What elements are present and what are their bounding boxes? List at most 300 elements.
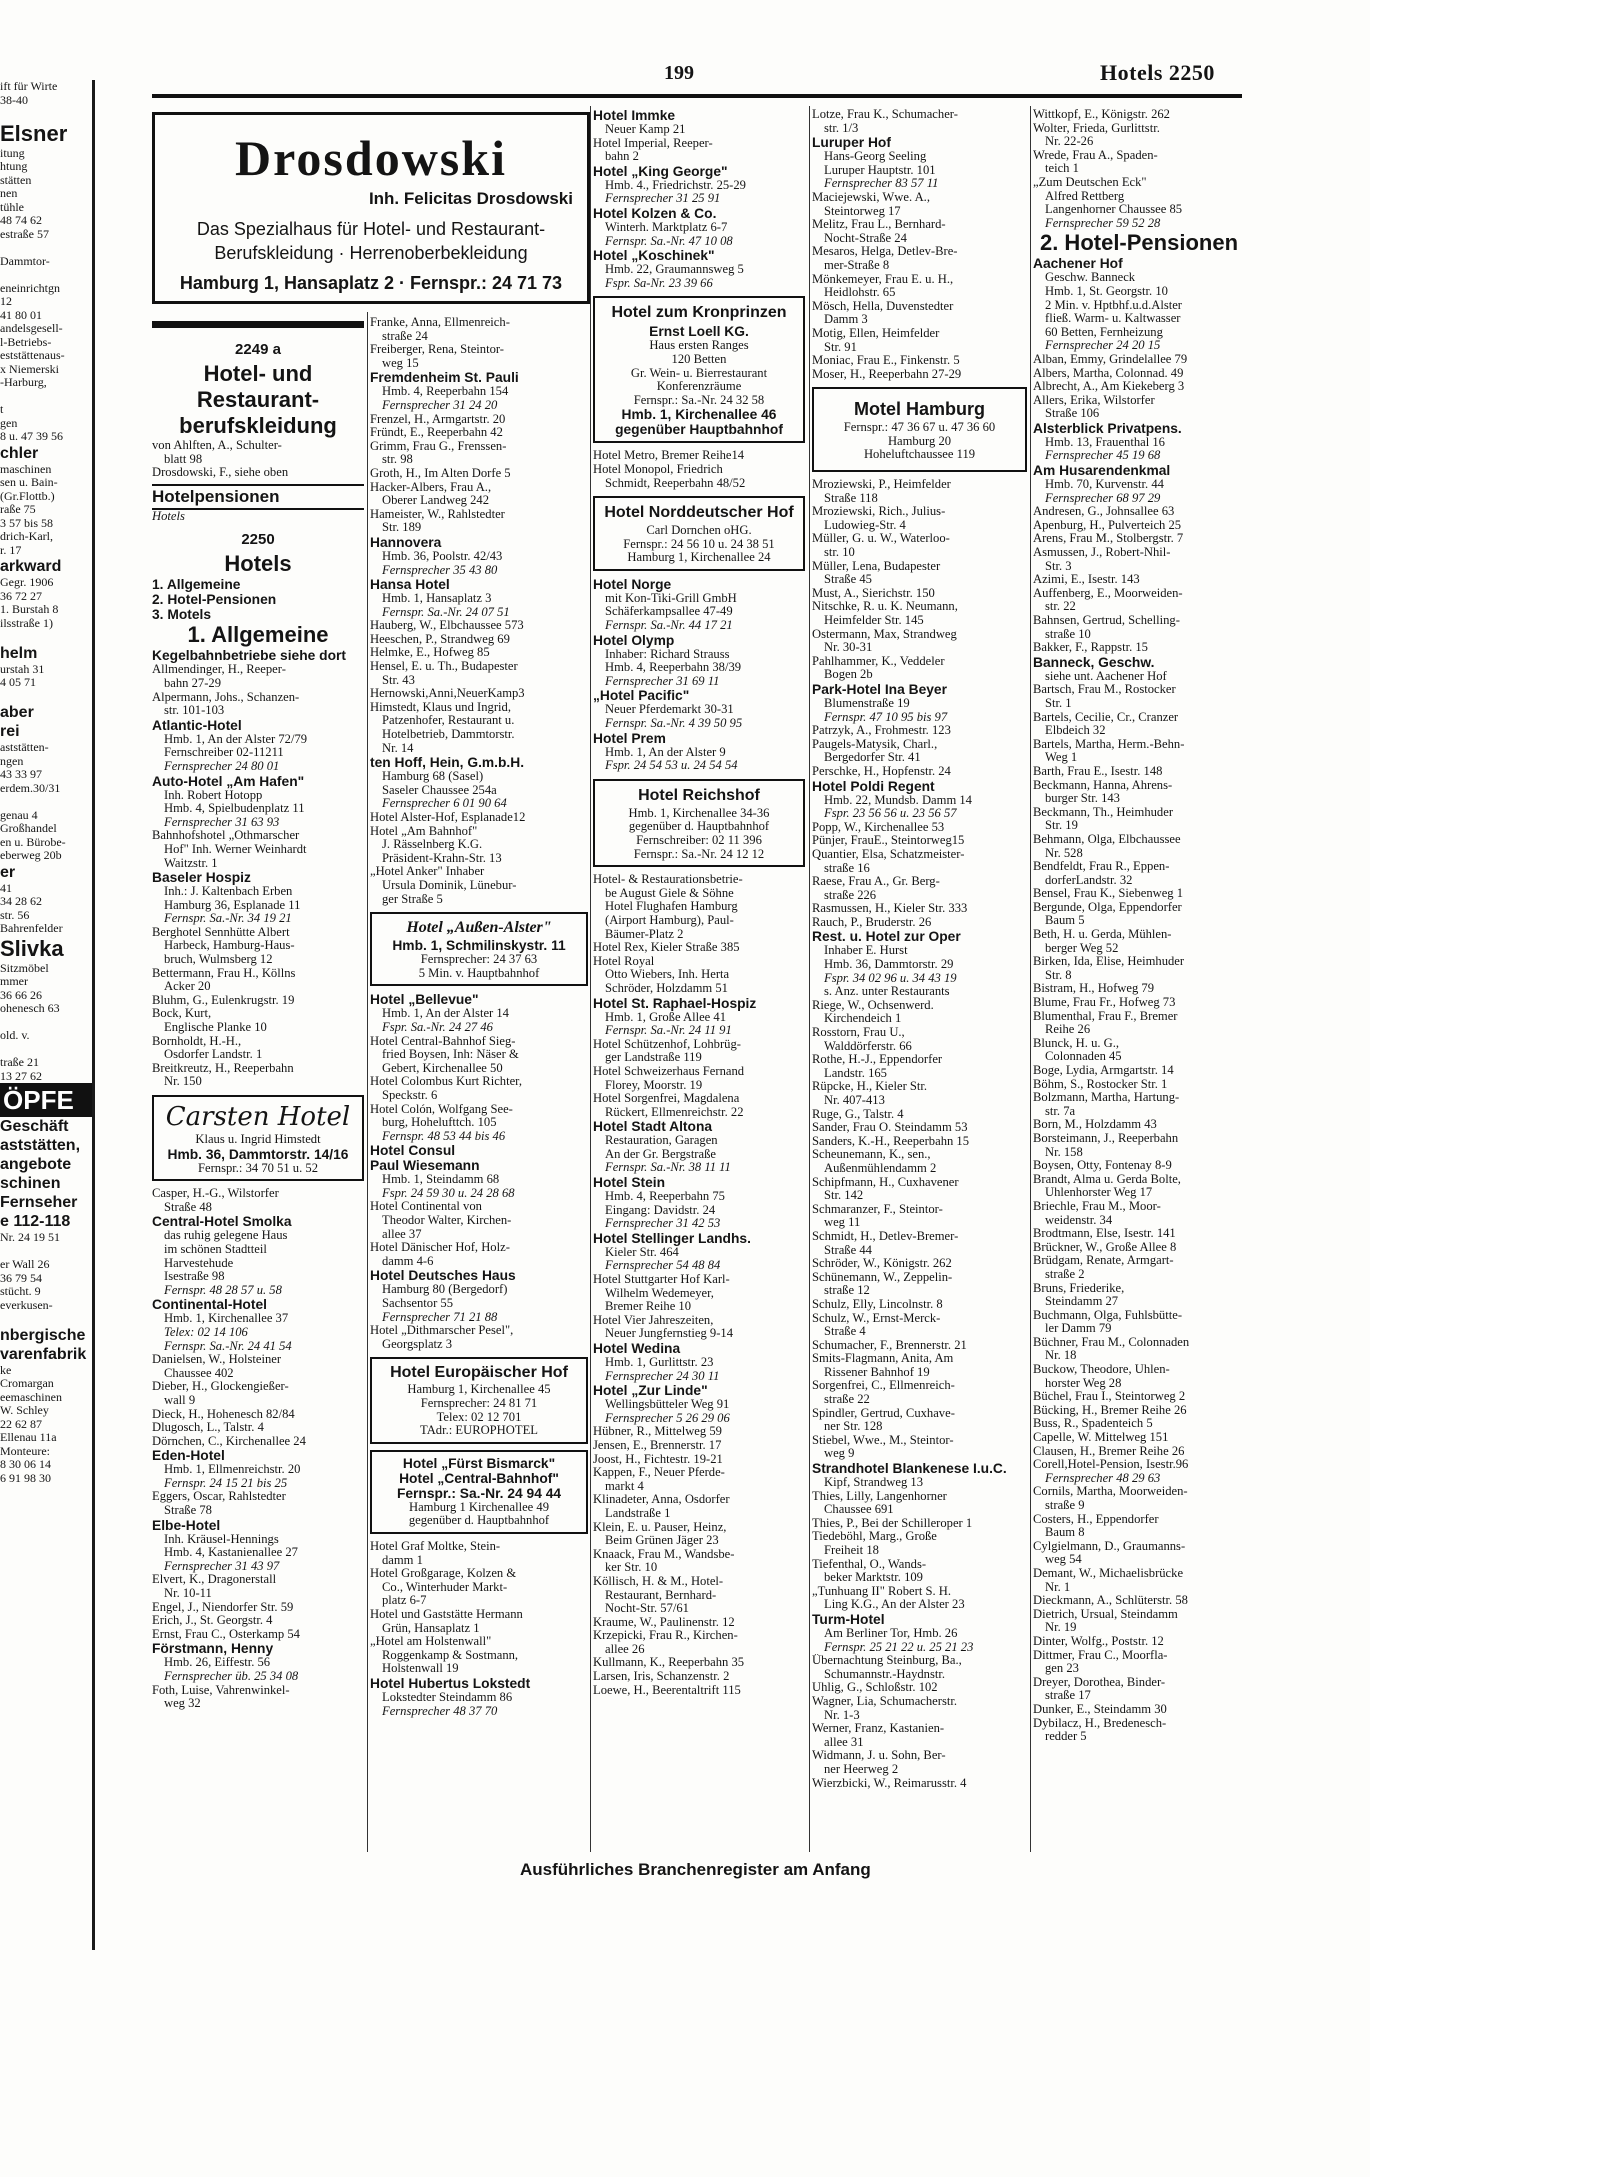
entry-line: berger Weg 52	[1045, 941, 1119, 955]
entry-line: Azimi, E., Isestr. 143	[1033, 573, 1140, 587]
entry-line: Walddörferstr. 66	[824, 1039, 912, 1053]
norddeutscher-hof-advertisement	[593, 496, 805, 571]
entry-line: Fernspr. 47 10 95 bis 97	[824, 710, 948, 724]
entry-line: Hmb. 4., Friedrichstr. 25-29	[605, 178, 746, 192]
entry-line: Hmb. 1, Steindamm 68	[382, 1173, 500, 1187]
entry-line: Hmb. 22, Mundsb. Damm 14	[824, 793, 972, 807]
ad-line: Konferenzräume	[656, 380, 742, 394]
ad-note: gegenüber d. Hauptbahnhof	[628, 820, 770, 834]
ad-title: Motel Hamburg	[853, 399, 985, 420]
ad-telex: Fernschreiber: 02 11 396	[636, 834, 762, 847]
entry-line: Ruge, G., Talstr. 4	[812, 1107, 904, 1121]
entry-name: 2. Hotel-Pensionen	[152, 592, 277, 608]
entry-line: Rüpcke, H., Kieler Str.	[812, 1080, 928, 1094]
entry-line: Asmussen, J., Robert-Nhil-	[1033, 546, 1171, 560]
entry-line: Telex: 02 14 106	[164, 1325, 248, 1339]
entry-name: Banneck, Geschw.	[1033, 654, 1155, 670]
entry-line: Bergedorfer Str. 41	[824, 751, 921, 765]
entry-line: das ruhig gelegene Haus	[164, 1229, 288, 1243]
entry-line: Inh. Kräusel-Hennings	[164, 1532, 279, 1546]
column-3	[593, 108, 805, 1697]
entry-line: Hotel Rex, Kieler Straße 385	[593, 941, 740, 955]
strip-line: 12	[0, 295, 12, 308]
entry-line: Dinter, Wolfg., Poststr. 12	[1033, 1634, 1164, 1648]
strip-line: W. Schley	[0, 1404, 49, 1417]
strip-line: Gegr. 1906	[0, 576, 54, 589]
entry-line: von Ahlften, A., Schulter-	[152, 439, 282, 452]
entry-line: Hotel Schweizerhaus Fernand	[593, 1064, 745, 1078]
entry-name: 3. Motels	[152, 607, 212, 623]
drosdowski-advertisement	[152, 112, 590, 304]
entry-line: gen 23	[1045, 1662, 1079, 1676]
strip-line: Geschäft	[0, 1118, 69, 1135]
entry-line: Hmb. 4, Reeperbahn 154	[382, 385, 509, 399]
entry-line: Bäumer-Platz 2	[605, 927, 684, 941]
entry-line: Hotel Flughafen Hamburg	[605, 900, 738, 914]
entry-line: Fernspr. Sa.-Nr. 24 11 91	[605, 1024, 732, 1038]
entry-line: str. 1/3	[824, 121, 859, 135]
entry-line: Pahlhammer, K., Veddeler	[812, 654, 945, 668]
entry-line: Wierzbicki, W., Reimarusstr. 4	[812, 1776, 967, 1790]
entry-line: weg 11	[824, 1216, 861, 1230]
column-rule	[590, 106, 591, 1852]
entry-line: Rauch, P., Bruderstr. 26	[812, 915, 932, 929]
entry-line: Rissener Bahnhof 19	[824, 1365, 930, 1379]
strip-line: ngen	[0, 754, 24, 768]
category-heading: 2. Hotel-Pensionen	[1039, 230, 1239, 256]
entry-line: Nitschke, R. u. K. Neumann,	[812, 600, 958, 614]
strip-line: ift für Wirte	[0, 80, 58, 93]
strip-line: everkusen-	[0, 1298, 53, 1312]
entry-line: Brückner, W., Große Allee 8	[1033, 1240, 1177, 1254]
entry-line: Nr. 22-26	[1045, 135, 1094, 149]
entry-line: Theodor Walter, Kirchen-	[382, 1214, 512, 1228]
entry-line: Fernspr. Sa.-Nr. 24 07 51	[382, 605, 510, 619]
entry-line: Hotel Imperial, Reeper-	[593, 136, 713, 150]
entry-line: Chaussee 691	[824, 1503, 894, 1517]
entry-line: Sander, Frau O. Steindamm 53	[812, 1121, 968, 1135]
entry-line: Bartels, Cecilie, Cr., Cranzer	[1033, 710, 1179, 724]
entry-line: Fernsprecher 48 37 70	[382, 1704, 498, 1718]
ad-phone: Fernsprecher: 24 81 71	[420, 1397, 538, 1410]
entry-line: Melitz, Frau L., Bernhard-	[812, 218, 946, 232]
entry-name: Aachener Hof	[1033, 256, 1123, 272]
entry-line: Fspr. Sa-Nr. 23 39 66	[605, 276, 713, 290]
entry-name: „Hotel Pacific"	[593, 688, 690, 704]
strip-line: 43 33 97	[0, 768, 42, 781]
strip-line: er Wall 26	[0, 1258, 50, 1271]
strip-line: gen	[0, 416, 18, 430]
ad-note: 5 Min. v. Hauptbahnhof	[418, 966, 540, 980]
entry-line: Demant, W., Michaelisbrücke	[1033, 1566, 1184, 1580]
entry-line: Schipfmann, H., Cuxhavener	[812, 1175, 959, 1189]
entry-line: Nr. 158	[1045, 1145, 1083, 1159]
entry-line: Hans-Georg Seeling	[824, 150, 927, 164]
entry-line: Inhaber: Richard Strauss	[605, 647, 730, 661]
entry-line: Hotel Colombus Kurt Richter,	[370, 1075, 523, 1089]
entry-line: Bücking, H., Bremer Reihe 26	[1033, 1403, 1187, 1417]
entry-line: Bornholdt, H.-H.,	[152, 1034, 242, 1048]
entry-line: Capelle, W. Mittelweg 151	[1033, 1431, 1169, 1445]
entry-line: be August Giele & Söhne	[605, 886, 734, 900]
entry-line: Hotel Metro, Bremer Reihe14	[593, 449, 745, 463]
entry-line: Hameister, W., Rahlstedter	[370, 507, 505, 521]
entry-line: Allers, Erika, Wilstorfer	[1033, 393, 1155, 407]
entry-line: Kappen, F., Neuer Pferde-	[593, 1466, 725, 1480]
strip-line	[0, 690, 92, 704]
entry-name: Hotel Immke	[593, 108, 676, 123]
entry-line: Boysen, Otty, Fontenay 8-9	[1033, 1159, 1172, 1173]
strip-line: Elsner	[0, 120, 68, 146]
entry-line: Str. 142	[824, 1189, 864, 1203]
entry-line: Bahnhofshotel „Othmarscher	[152, 829, 300, 843]
ad-telegram: TAdr.: EUROPHOTEL	[420, 1424, 538, 1438]
entry-line: Hmb. 1, Kirchenallee 37	[164, 1312, 289, 1326]
entry-line: Patrzyk, A., Frohmestr. 123	[812, 724, 951, 738]
category-heading: Hotel- und	[203, 361, 313, 386]
entry-line: Wittkopf, E., Königstr. 262	[1033, 108, 1170, 121]
entry-line: Kirchendeich 1	[824, 1012, 902, 1026]
entry-line: Uhlenhorster Weg 17	[1045, 1186, 1153, 1200]
entry-line: Büchel, Frau I., Steintorweg 2	[1033, 1390, 1186, 1404]
entry-line: Str. 91	[824, 340, 857, 354]
entry-line: Hacker-Albers, Frau A.,	[370, 480, 492, 494]
strip-line: t	[0, 403, 4, 416]
entry-name: Turm-Hotel	[812, 1611, 885, 1627]
entry-line: Otto Wiebers, Inh. Herta	[605, 968, 730, 982]
entry-line: J. Rässelnberg K.G.	[382, 838, 483, 852]
entry-line: Restaurant, Bernhard-	[605, 1588, 717, 1602]
entry-name: Atlantic-Hotel	[152, 717, 242, 733]
entry-line: burg, Hohelufttch. 105	[382, 1116, 497, 1130]
entry-line: Hmb. 22, Graumannsweg 5	[605, 263, 744, 277]
entry-line: Brodtmann, Else, Isestr. 141	[1033, 1227, 1176, 1241]
entry-line: Widmann, J. u. Sohn, Ber-	[812, 1749, 946, 1763]
entry-line: Hotel Monopol, Friedrich	[593, 462, 723, 476]
entry-line: Fernsprecher 48 29 63	[1045, 1471, 1161, 1485]
entry-line: Blunck, H. u. G.,	[1033, 1036, 1120, 1050]
entry-line: Hübner, R., Mittelweg 59	[593, 1425, 722, 1439]
entry-line: Oberer Landweg 242	[382, 494, 490, 508]
entry-name: Baseler Hospiz	[152, 870, 251, 886]
ad-address: Hamburg 1 Kirchenallee 49	[408, 1500, 549, 1514]
entry-line: Straße 106	[1045, 407, 1100, 421]
entry-line: Landstr. 165	[824, 1066, 887, 1080]
strip-line	[0, 1245, 92, 1259]
category-heading: berufskleidung	[179, 413, 337, 438]
entry-line: Dieber, H., Glockengießer-	[152, 1380, 289, 1394]
entry-line: Erich, J., St. Georgstr. 4	[152, 1614, 273, 1628]
entry-line: Roggenkamp & Sostmann,	[382, 1648, 519, 1662]
entry-line: Wolter, Frieda, Gurlittstr.	[1033, 121, 1160, 135]
entry-line: Schäferkampsallee 47-49	[605, 605, 733, 619]
entry-line: Kullmann, K., Reeperbahn 35	[593, 1656, 745, 1670]
entry-line: Fernspr. 48 53 44 bis 46	[382, 1129, 506, 1143]
entry-line: Bendfeldt, Frau R., Eppen-	[1033, 860, 1170, 874]
strip-line: rei	[0, 723, 20, 740]
ad-line: Haus ersten Ranges	[649, 339, 749, 353]
entry-name: Hotel St. Raphael-Hospiz	[593, 995, 757, 1011]
entry-line: Fernspr. Sa.-Nr. 38 11 11	[605, 1161, 731, 1175]
entry-line: Lokstedter Steindamm 86	[382, 1690, 513, 1704]
entry-name: Eden-Hotel	[152, 1448, 225, 1464]
entry-line: Str. 43	[382, 673, 415, 687]
entry-line: Franke, Anna, Ellmenreich-	[370, 316, 510, 329]
entry-name: Hotel Stadt Altona	[593, 1119, 713, 1135]
entry-line: Mönkemeyer, Frau E. u. H.,	[812, 272, 954, 286]
entry-line: straße 17	[1045, 1689, 1091, 1703]
strip-line: 48 74 62	[0, 214, 42, 227]
ad-phone: Fernspr.: Sa.-Nr. 24 94 44	[396, 1485, 562, 1501]
entry-line: ker Str. 10	[605, 1561, 658, 1575]
strip-line: stücht. 9	[0, 1285, 41, 1298]
entry-line: Böhm, S., Rostocker Str. 1	[1033, 1077, 1168, 1091]
entry-line: Fernspr. 25 21 22 u. 25 21 23	[824, 1640, 974, 1654]
strip-line: Monteure:	[0, 1444, 50, 1458]
entry-line: Dörnchen, C., Kirchenallee 24	[152, 1434, 306, 1448]
strip-line: old. v.	[0, 1029, 30, 1042]
entry-line: Nocht-Str. 57/61	[605, 1602, 689, 1616]
entry-line: Mroziewski, P., Heimfelder	[812, 478, 951, 492]
entries	[152, 1187, 364, 1711]
entry-line: Fernsprecher 35 43 80	[382, 563, 498, 577]
entries	[812, 108, 1027, 381]
ad-phone: Fernspr.: Sa.-Nr. 24 12 12	[633, 847, 765, 861]
entry-line: Nr. 1-3	[824, 1708, 860, 1722]
entry-line: Ostermann, Max, Strandweg	[812, 627, 957, 641]
entry-line: ner Str. 128	[824, 1420, 883, 1434]
entry-line: Hotels	[152, 509, 185, 523]
entry-line: Schumannstr.-Haydnstr.	[824, 1667, 946, 1681]
entry-line: Corell,Hotel-Pension, Isestr.96	[1033, 1458, 1189, 1472]
entry-line: Arens, Frau M., Stolbergstr. 7	[1033, 532, 1184, 546]
entry-line: Müller, Lena, Budapester	[812, 559, 941, 573]
entry-line: Danielsen, W., Holsteiner	[152, 1353, 282, 1367]
entry-line: Speckstr. 6	[382, 1088, 438, 1102]
entry-line: Steintorweg 17	[824, 204, 901, 218]
entry-name: Hotel Poldi Regent	[812, 778, 935, 794]
entry-line: Hotel „Am Bahnhof"	[370, 824, 478, 838]
entry-line: Ernst, Frau C., Osterkamp 54	[152, 1627, 300, 1641]
strip-line: aststätten-	[0, 741, 49, 754]
entry-line: Bistram, H., Hofweg 79	[1033, 982, 1155, 996]
entry-name: Fremdenheim St. Pauli	[370, 370, 519, 386]
strip-line: 3 57 bis 58	[0, 516, 54, 530]
ad-address: Hmb. 36, Dammtorstr. 14/16	[167, 1146, 349, 1162]
entry-line: weidenstr. 34	[1045, 1213, 1113, 1227]
entry-line: Fernsprecher 31 24 20	[382, 398, 498, 412]
ad-address: Hmb. 1, Kirchenallee 34-36	[628, 806, 770, 820]
entry-name: Hotel Hubertus Lokstedt	[370, 1675, 531, 1691]
entry-line: Bremer Reihe 10	[605, 1300, 692, 1314]
entry-line: Dreyer, Dorothea, Binder-	[1033, 1675, 1166, 1689]
entry-line: Fernsprecher 54 48 84	[605, 1259, 721, 1273]
entry-line: Nr. 1	[1045, 1580, 1071, 1594]
entry-line: „Hotel Anker" Inhaber	[370, 865, 485, 879]
entry-line: Rasmussen, H., Kieler Str. 333	[812, 902, 968, 916]
entry-line: Smits-Flagmann, Anita, Am	[812, 1352, 954, 1366]
entry-line: Fernsprecher 6 01 90 64	[382, 797, 507, 811]
category-heading: 1. Allgemeine	[187, 622, 329, 648]
entry-line: Müller, G. u. W., Waterloo-	[812, 532, 950, 546]
strip-line: 41 80 01	[0, 308, 42, 322]
entry-line: Außenmühlendamm 2	[824, 1161, 937, 1175]
entry-line: ner Heerweg 2	[824, 1762, 899, 1776]
entry-line: Luruper Hauptstr. 101	[824, 163, 936, 177]
entry-line: straße 2	[1045, 1267, 1085, 1281]
entry-line: Georgsplatz 3	[382, 1337, 453, 1351]
entry-line: Grün, Hansaplatz 1	[382, 1621, 480, 1635]
entry-line: Elbdeich 32	[1045, 724, 1106, 738]
strip-line: aststätten,	[0, 1137, 81, 1154]
entry-line: Hmb. 1, An der Alster 14	[382, 1007, 509, 1021]
entry-line: Freiberger, Rena, Steintor-	[370, 343, 505, 357]
entry-name: Strandhotel Blankenese I.u.C.	[812, 1461, 1007, 1477]
entry-line: Wilhelm Wedemeyer,	[605, 1286, 714, 1300]
entry-line: Beckmann, Hanna, Ahrens-	[1033, 778, 1173, 792]
entries	[593, 449, 805, 490]
entry-line: Kieler Str. 464	[605, 1245, 679, 1259]
strip-line: er	[0, 863, 16, 881]
entry-line: Fernsprecher 5 26 29 06	[605, 1411, 730, 1425]
entry-line: Dlugosch, L., Talstr. 4	[152, 1421, 264, 1435]
entry-line: Schumacher, F., Brennerstr. 21	[812, 1338, 967, 1352]
strip-line	[0, 795, 92, 809]
entry-line: Fernsprecher üb. 25 34 08	[164, 1670, 299, 1683]
entry-line: Beckmann, Th., Heimhuder	[1033, 805, 1174, 819]
entry-line: Albrecht, A., Am Kiekeberg 3	[1033, 380, 1185, 394]
entry-line: Alfred Rettberg	[1045, 189, 1125, 203]
entry-line: Klinadeter, Anna, Osdorfer	[593, 1493, 730, 1507]
entry-line: Apenburg, H., Pulverteich 25	[1033, 518, 1182, 532]
strip-line: 41	[0, 881, 12, 895]
entry-line: Born, M., Holzdamm 43	[1033, 1118, 1157, 1132]
strip-line: estraße 57	[0, 227, 49, 241]
strip-line: 6 91 98 30	[0, 1471, 51, 1485]
section-heading: Hotelpensionen	[152, 484, 364, 510]
entry-line: Bergunde, Olga, Eppendorfer	[1033, 900, 1182, 914]
entry-line: Hamburg 36, Esplanade 11	[164, 898, 301, 912]
strip-line: andelsgesell-	[0, 322, 63, 335]
entry-line: burger Str. 143	[1045, 792, 1120, 806]
entry-line: Fspr. Sa.-Nr. 24 27 46	[382, 1020, 493, 1034]
column-2	[370, 316, 588, 1718]
entry-line: Dybilacz, H., Bredenesch-	[1033, 1716, 1167, 1730]
entry-line: Casper, H.-G., Wilstorfer	[152, 1187, 279, 1201]
entry-line: Must, A., Sierichstr. 150	[812, 586, 935, 600]
entry-line: Dittmer, Frau C., Moorfla-	[1033, 1648, 1168, 1662]
reichshof-advertisement	[593, 779, 805, 867]
entry-line: Krzepicki, Frau R., Kirchen-	[593, 1629, 738, 1643]
entry-line: Berghotel Sennhütte Albert	[152, 925, 290, 939]
entry-line: Bogen 2b	[824, 668, 873, 682]
entry-line: Osdorfer Landstr. 1	[164, 1048, 263, 1062]
footer-note: Ausführliches Branchenregister am Anfang	[520, 1860, 871, 1879]
entry-line: Weg 1	[1045, 751, 1078, 765]
entry-line: Hmb. 4, Spielbudenplatz 11	[164, 802, 305, 816]
entries	[593, 873, 805, 1697]
strip-line: tühle	[0, 200, 24, 214]
entry-name: Hotel „King George"	[593, 163, 728, 179]
entry-line: Hmb. 4, Reeperbahn 38/39	[605, 661, 742, 675]
entry-line: Auffenberg, E., Moorweiden-	[1033, 586, 1183, 600]
entry-line: Larsen, Iris, Schanzenstr. 2	[593, 1670, 730, 1684]
entry-line: Colonnaden 45	[1045, 1050, 1122, 1064]
running-head: Hotels 2250	[1100, 60, 1215, 85]
strip-line: aber	[0, 704, 34, 721]
entry-line: fried Boysen, Inh: Näser &	[382, 1048, 519, 1062]
entry-line: Str. 19	[1045, 819, 1078, 833]
entry-line: Moser, H., Reeperbahn 27-29	[812, 367, 962, 381]
entry-name: 1. Allgemeine	[152, 577, 241, 593]
entry-line: Jensen, E., Brennerstr. 17	[593, 1438, 722, 1452]
entry-line: bahn 27-29	[164, 676, 222, 690]
entry-line: Fernspr. Sa.-Nr. 34 19 21	[164, 912, 292, 926]
ad-line: Das Spezialhaus für Hotel- und Restaurant-	[196, 219, 546, 239]
entry-line: Schmidt, H., Detlev-Bremer-	[812, 1229, 959, 1243]
column-rule	[367, 312, 368, 1852]
entry-line: Spindler, Gertrud, Cuxhave-	[812, 1406, 955, 1420]
ad-phone: Fernspr.: 34 70 51 u. 52	[198, 1161, 318, 1175]
strip-line	[0, 241, 92, 255]
entry-line: Straße 48	[164, 1200, 212, 1214]
entry-line: teich 1	[1045, 162, 1079, 176]
entry-line: Str. 189	[382, 521, 422, 535]
entry-line: 2 Min. v. Hptbhf.u.d.Alster	[1045, 298, 1183, 312]
entry-line: Heidlohstr. 65	[824, 286, 896, 300]
entry-line: Fernsprecher 31 43 97	[164, 1559, 280, 1573]
entry-line: Sorgenfrei, C., Ellmenreich-	[812, 1379, 955, 1393]
entry-line: allee 26	[605, 1642, 645, 1656]
entries	[593, 108, 805, 290]
kronprinzen-advertisement	[593, 296, 805, 443]
entry-line: Chaussee 402	[164, 1366, 234, 1380]
entry-name: Elbe-Hotel	[152, 1517, 221, 1533]
entry-name: Hotel Norge	[593, 576, 672, 592]
strip-line	[0, 1312, 92, 1326]
entry-line: Ursula Dominik, Lünebur-	[382, 878, 517, 892]
entry-name: Am Husarendenkmal	[1033, 463, 1171, 479]
entry-line: Bakker, F., Rappstr. 15	[1033, 641, 1148, 655]
strip-line	[0, 268, 92, 282]
entry-name: Luruper Hof	[812, 135, 891, 151]
entry-line: Hmb. 1, Große Allee 41	[605, 1010, 727, 1024]
strip-line: raße 75	[0, 503, 36, 516]
entry-line: ger Straße 5	[382, 892, 443, 906]
entry-line: Fernsprecher 59 52 28	[1045, 216, 1161, 230]
entry-line: Fründt, E., Reeperbahn 42	[370, 426, 503, 440]
entry-line: Nocht-Straße 24	[824, 231, 907, 245]
entry-line: Schmidt, Reeperbahn 48/52	[605, 476, 746, 490]
entry-line: Hotel Continental von	[370, 1200, 482, 1214]
entry-line: ler Damm 79	[1045, 1322, 1112, 1336]
entry-line: Nr. 150	[164, 1075, 202, 1089]
strip-line: Sitzmöbel	[0, 961, 49, 975]
entry-line: straße 16	[824, 861, 870, 875]
entry-line: Hmb. 1, Hansaplatz 3	[382, 592, 492, 606]
entry-line: Motig, Ellen, Heimfelder	[812, 326, 940, 340]
entry-line: Riege, W., Ochsenwerd.	[812, 998, 934, 1012]
ad-owner: Klaus u. Ingrid Himstedt	[195, 1133, 321, 1146]
strip-line: Cromargan	[0, 1377, 54, 1390]
fuerst-bismarck-advertisement	[370, 1450, 588, 1534]
category-number: 2250	[241, 531, 275, 549]
entry-line: Drosdowski, F., siehe oben	[152, 466, 289, 480]
entry-name: Central-Hotel Smolka	[152, 1214, 292, 1230]
ad-owner: Ernst Loell KG.	[649, 324, 749, 340]
entry-line: Reihe 26	[1045, 1023, 1091, 1037]
entry-line: im schönen Stadtteil	[164, 1242, 267, 1256]
